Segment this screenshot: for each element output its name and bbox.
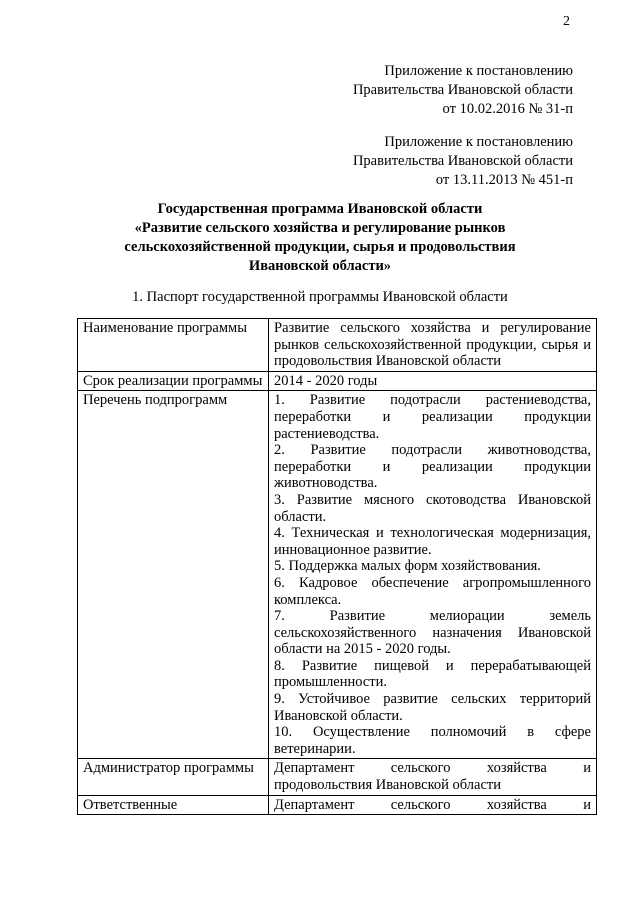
subprogram-item: 2. Развитие подотрасли животноводства, переработки и реализации продукции животноводства.	[274, 442, 591, 492]
table-row	[78, 371, 597, 391]
program-name-value: Развитие сельского хозяйства и регулирование рынков сельскохозяйственной продукции, сырья и продовольствия Ивановской области	[269, 319, 597, 372]
subprogram-item: 10. Осуществление полномочий в сфере ветеринарии.	[274, 724, 591, 757]
subprograms-label: Перечень подпрограмм	[78, 391, 269, 759]
period-label: Срок реализации программы	[78, 371, 269, 391]
subprograms-list	[269, 391, 597, 759]
table-row	[78, 795, 597, 815]
responsible-label: Ответственные	[78, 795, 269, 815]
title-line: Государственная программа Ивановской области	[157, 201, 483, 217]
appendix-line: от 13.11.2013 № 451-п	[435, 172, 573, 188]
appendix-line: Приложение к постановлению	[384, 63, 573, 79]
program-passport-table	[77, 318, 597, 815]
appendix-note-current	[353, 62, 573, 119]
subprogram-item: 3. Развитие мясного скотоводства Ивановской области.	[274, 491, 591, 525]
appendix-line: Правительства Ивановской области	[352, 153, 573, 169]
appendix-line: Приложение к постановлению	[384, 134, 573, 150]
subprogram-item: 7. Развитие мелиорации земель сельскохозяйственного назначения Ивановской области на 2015 - 2020 годы.	[274, 608, 591, 658]
table-row	[78, 759, 597, 795]
page-number: 2	[563, 14, 570, 29]
appendix-line: от 10.02.2016 № 31-п	[442, 101, 573, 117]
administrator-label: Администратор программы	[78, 759, 269, 795]
subprogram-item: 8. Развитие пищевой и перерабатывающей промышленности.	[274, 657, 591, 691]
appendix-note-original	[353, 133, 573, 190]
responsible-value: Департамент сельского хозяйства и	[269, 795, 597, 815]
administrator-value: Департамент сельского хозяйства и продовольствия Ивановской области	[269, 759, 597, 795]
title-line: Ивановской области»	[248, 258, 392, 274]
period-value: 2014 - 2020 годы	[269, 371, 597, 391]
table-row	[78, 319, 597, 372]
table-row	[78, 391, 597, 759]
program-name-label: Наименование программы	[78, 319, 269, 372]
program-title	[60, 200, 580, 276]
title-line: «Развитие сельского хозяйства и регулирование рынков	[134, 220, 506, 236]
subprogram-item: 4. Техническая и технологическая модернизация, инновационное развитие.	[274, 525, 591, 558]
subprogram-item: 5. Поддержка малых форм хозяйствования.	[274, 558, 541, 575]
subprogram-item: 6. Кадровое обеспечение агропромышленного комплекса.	[274, 574, 591, 608]
appendix-line: Правительства Ивановской области	[352, 82, 573, 98]
subprogram-item: 9. Устойчивое развитие сельских территорий Ивановской области.	[274, 691, 591, 724]
title-line: сельскохозяйственной продукции, сырья и продовольствия	[124, 239, 516, 255]
subprogram-item: 1. Развитие подотрасли растениеводства, переработки и реализации продукции растениеводства.	[274, 392, 591, 442]
section-heading: 1. Паспорт государственной программы Ивановской области	[132, 289, 508, 305]
